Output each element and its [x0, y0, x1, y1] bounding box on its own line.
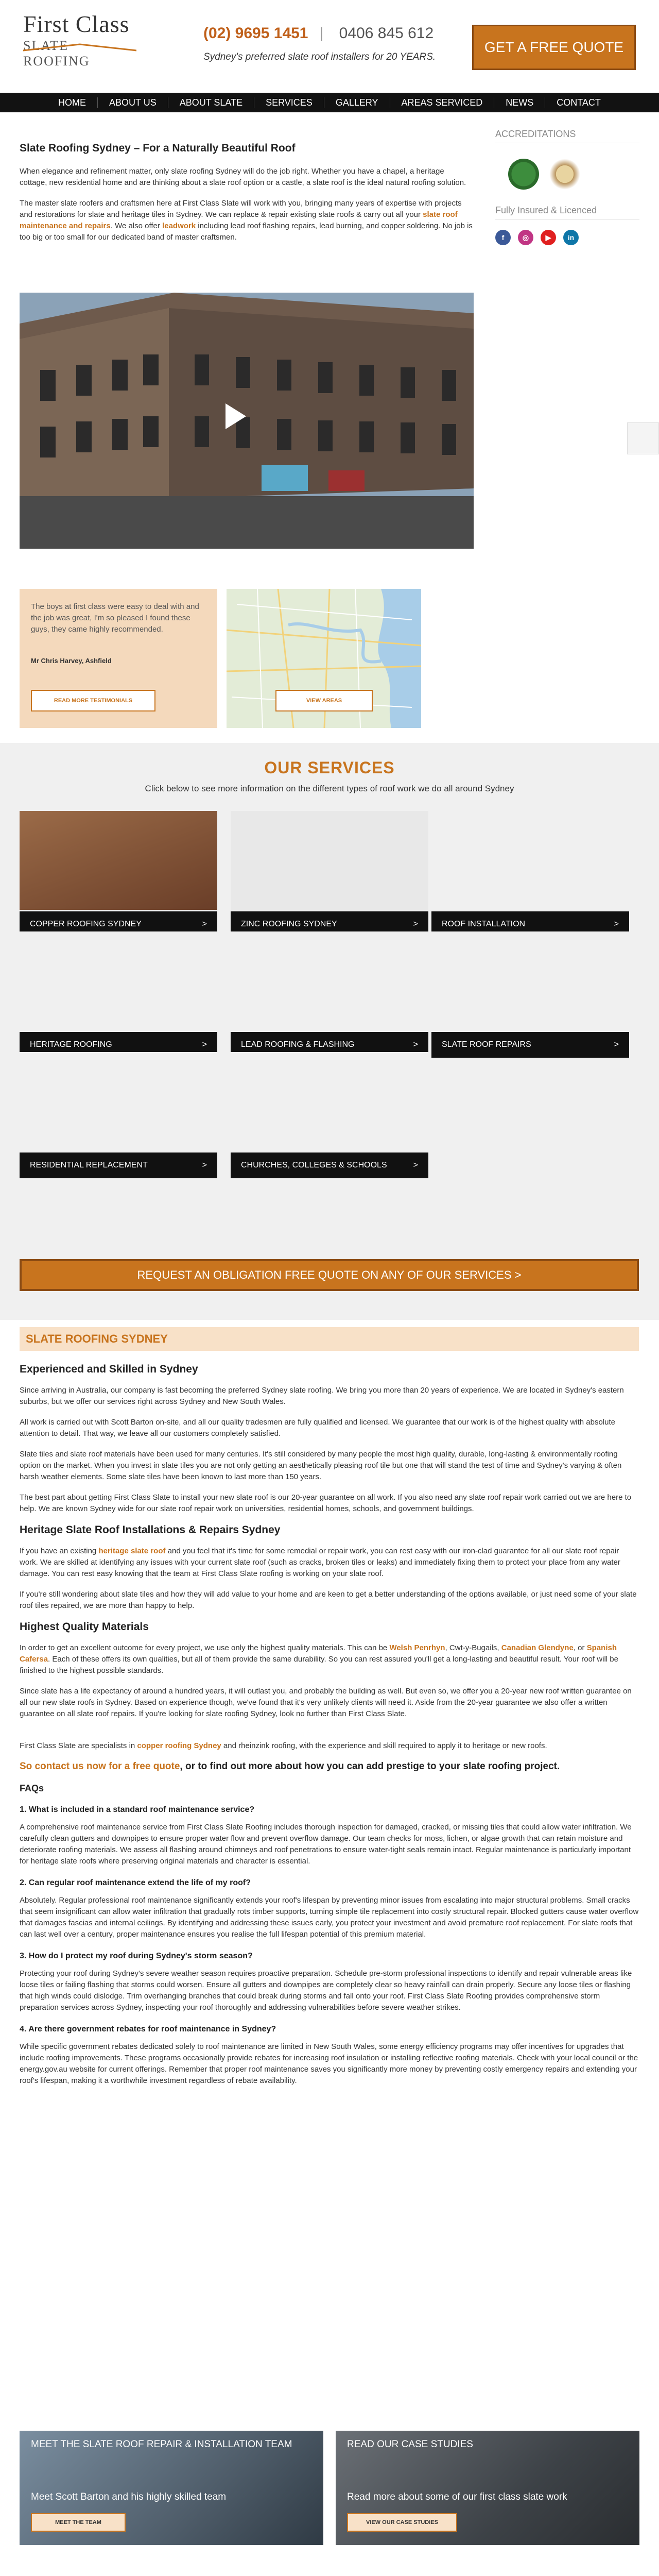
main-content	[20, 1327, 639, 2096]
faq-answer: Absolutely. Regular professional roof maintenance significantly extends your roof's lifespan by preventing minor issues from escalating into major structural problems. Small cracks that seem insignificant can allow water infiltration that gradually rots timber supports, turning simple tile replacement into costly structural repair. Blocked gutters cause water overflow that damages fascias and internal ceilings. By identifying and addressing these issues early, you protect your investment and avoid premature roof replacement. For slate roofs that can last well over a century, proper maintenance ensures you realise the full lifespan potential of this premium material.	[20, 1896, 639, 1939]
experienced-p2: All work is carried out with Scott Barton on-site, and all our quality tradesmen are fully qualified and licensed. We guarantee that our work is of the highest quality with absolute attention to detail. That way, we leave all our customers completely satisfied.	[20, 1418, 616, 1438]
phone-numbers: (02) 9695 1451 | 0406 845 612	[203, 25, 434, 42]
logo-roof-icon	[23, 43, 136, 53]
social-links	[495, 230, 639, 245]
experienced-p3: Slate tiles and slate roof materials have been used for many centuries. It's still considered by many people the most high quality, durable, long-lasting & environmentally roofing option on the market. When you invest in slate tiles you are not only getting an aesthetically pleasing roof tile but one that will stand the test of time and Sydney's varying & often harsh weather elements. Some slate tiles have been known to last more than 150 years.	[20, 1450, 622, 1481]
service-tile-image	[431, 931, 629, 1030]
faq-answer: Protecting your roof during Sydney's severe weather season requires proactive preparation. Schedule pre-storm professional inspections to identify and repair vulnerable areas like loose tiles or failing flashing that storms could worsen. Ensure all gutters and downpipes are completely clear so heavy rainfall can drain properly. Secure any loose tiles or flashing that high winds could dislodge. Trim overhanging branches that could break during storms and fall onto your roof. First Class Slate Roofing provides comprehensive storm preparation services across Sydney, inspecting your roof thoroughly and addressing vulnerabilities before severe weather strikes.	[20, 1969, 632, 2012]
service-tile-label: HERITAGE ROOFING	[30, 1040, 112, 1049]
case-promo-title: READ OUR CASE STUDIES	[347, 2439, 473, 2450]
case-studies-promo[interactable]	[336, 2431, 639, 2545]
chevron-right-icon: >	[614, 920, 619, 928]
service-tile-copper-roofing-sydney[interactable]	[20, 811, 217, 934]
nav-item-news[interactable]: NEWS	[494, 97, 545, 108]
heritage-p1: If you have an existing heritage slate roof and you feel that it's time for some remedial or repair work, you can rest easy with our iron-clad guarantee for all our slate roof repair work. We are skilled at identifying any issues with your current slate roof (such as cracks, broken tiles or leaks) and immediately fixing them to protect your place from any water damage. You can rest easy knowing that the team at First Class Slate roofing is working on your slate roof.	[20, 1547, 620, 1578]
heritage-slate-link[interactable]: heritage slate roof	[98, 1547, 166, 1555]
meet-team-button[interactable]: MEET THE TEAM	[31, 2513, 126, 2532]
faq-heading: FAQs	[20, 1783, 44, 1793]
service-tile-bar[interactable]	[231, 1153, 428, 1178]
accreditations-heading: ACCREDITATIONS	[495, 129, 639, 143]
leadwork-link[interactable]: leadwork	[162, 222, 196, 230]
service-tile-image	[231, 811, 428, 910]
service-tile-label: ZINC ROOFING SYDNEY	[241, 920, 337, 928]
faq-list	[20, 1805, 639, 2087]
service-tile-image	[231, 931, 428, 1030]
spanish-cafersa-link[interactable]: Spanish Cafersa	[20, 1643, 617, 1664]
insured-heading: Fully Insured & Licenced	[495, 205, 639, 219]
services-section	[0, 743, 659, 1320]
chevron-right-icon: >	[202, 1161, 207, 1170]
experienced-p1: Since arriving in Australia, our company is fast becoming the preferred Sydney slate roofing. We bring you more than 20 years of experience. We are located in Sydney's eastern suburbs, but we offer our services right across Sydney and New South Wales.	[20, 1386, 624, 1406]
heritage-p2: If you're still wondering about slate tiles and how they will add value to your home and are keen to get a better understanding of the options available, or just need some of your slate roof tiles repaired, we are more than happy to help.	[20, 1590, 637, 1610]
phone-primary[interactable]: (02) 9695 1451	[203, 25, 308, 42]
chevron-right-icon: >	[413, 920, 418, 928]
free-quote-button[interactable]: GET A FREE QUOTE	[472, 25, 636, 70]
accreditation-badges	[508, 159, 639, 190]
nav-item-home[interactable]: HOME	[58, 97, 86, 108]
service-area-map	[227, 589, 421, 728]
chevron-right-icon: >	[202, 1040, 207, 1049]
service-tile-zinc-roofing-sydney[interactable]	[231, 811, 428, 934]
nav-item-about-slate[interactable]: ABOUT SLATE	[168, 97, 254, 108]
services-title: OUR SERVICES	[264, 758, 395, 777]
service-tile-label: CHURCHES, COLLEGES & SCHOOLS	[241, 1161, 387, 1170]
hia-badge-icon	[508, 159, 539, 190]
facebook-icon[interactable]: f	[495, 230, 511, 245]
intro-paragraph-2: The master slate roofers and craftsmen here at First Class Slate will work with you, bringing many years of expertise with projects and restorations for slate and heritage tiles in Sydney. We can replace & repair existing slate roofs & carry out all your slate roof maintenance and repairs. We also offer leadwork including lead roof flashing repairs, lead burning, and copper soldering. No job is too big or too small for our dedicated band of master craftsmen.	[20, 199, 473, 242]
faq-answer: While specific government rebates dedicated solely to roof maintenance are limited in New South Wales, some energy efficiency programs may offer incentives for upgrades that include roofing improvements. These programs occasionally provide rebates for increasing roof insulation or installing reflective roofing materials. Check with your local council or the energy.gov.au website for current offerings. Remember that proper roof maintenance saves you significantly more money by preventing costly emergency repairs and extending your roof's lifespan, making it a worthwhile investment regardless of rebate availability.	[20, 2042, 638, 2085]
service-tile-slate-roof-repairs[interactable]	[431, 931, 629, 1054]
experienced-p4: The best part about getting First Class Slate to install your new slate roof is our 20-year guarantee on all work. If you also need any slate roof repair work carried out we are here to help. We are known Sydney wide for our slate roof repair work on universities, residential homes, schools, and government buildings.	[20, 1493, 632, 1513]
copper-roofing-link[interactable]: copper roofing Sydney	[137, 1741, 221, 1750]
contact-us-link[interactable]: So contact us now for a free quote	[20, 1761, 180, 1772]
testimonial-author: Mr Chris Harvey, Ashfield	[31, 657, 112, 665]
nav-item-about-us[interactable]: ABOUT US	[97, 97, 168, 108]
faq-question: 4. Are there government rebates for roof maintenance in Sydney?	[20, 2025, 276, 2033]
intro-paragraph-1: When elegance and refinement matter, only slate roofing Sydney will do the job right. Whether you have a chapel, a heritage cottage, new residential home and are thinking about a slate roof option or a castle, a slate roof is the ideal natural roofing solution.	[20, 167, 466, 187]
case-promo-desc: Read more about some of our first class slate work	[347, 2492, 567, 2502]
recaptcha-badge[interactable]	[627, 422, 659, 454]
service-tile-roof-installation[interactable]	[431, 811, 629, 934]
service-tile-image	[20, 931, 217, 1030]
services-subtitle: Click below to see more information on the different types of roof work we do all around Sydney	[145, 784, 514, 793]
welsh-penrhyn-link[interactable]: Welsh Penrhyn	[389, 1643, 445, 1652]
service-tile-label: LEAD ROOFING & FLASHING	[241, 1040, 355, 1049]
faq-answer: A comprehensive roof maintenance service from First Class Slate Roofing includes thorough inspection for damaged, cracked, or missing tiles that could allow water infiltration. We carefully clean gutters and downpipes to ensure proper water flow and prevent overflow damage. Our team checks for moss, lichen, or algae growth that can retain moisture and deteriorate roofing materials. We assess all flashing around chimneys and roof penetrations to ensure water-tight seals remain intact. Regular maintenance is particularly important for heritage slate roofs where preserving original materials and character is essential.	[20, 1823, 632, 1866]
testimonial-quote: The boys at first class were easy to deal with and the job was great, I'm so pleased I found these guys, they came highly recommended.	[31, 602, 199, 634]
testimonial-box	[20, 589, 217, 728]
team-promo[interactable]	[20, 2431, 323, 2545]
case-studies-button[interactable]: VIEW OUR CASE STUDIES	[347, 2513, 457, 2532]
main-nav	[0, 93, 659, 112]
service-tile-label: COPPER ROOFING SYDNEY	[30, 920, 142, 928]
quality-p1: In order to get an excellent outcome for every project, we use only the highest quality materials. This can be Welsh Penrhyn, Cwt-y-Bugails, Canadian Glendyne, or Spanish Cafersa. Each of these offers its own qualities, but all of them provide the same durability. So you can rest assured you'll get a long-lasting and beautiful result. Your roof will be finished to the highest possible standards.	[20, 1643, 618, 1675]
service-tile-image	[20, 1052, 217, 1151]
canadian-glendyne-link[interactable]: Canadian Glendyne	[501, 1643, 574, 1652]
request-quote-button[interactable]: REQUEST AN OBLIGATION FREE QUOTE ON ANY OF OUR SERVICES >	[20, 1259, 639, 1291]
chevron-right-icon: >	[202, 920, 207, 928]
quality-p2: Since slate has a life expectancy of around a hundred years, it will outlast you, and probably the building as well. But even so, we offer you a 20-year new roof written guarantee on all our new slate roofs in Sydney. Based on experience though, we've found that it's very unlikely clients will need it. Aside from the 20-year guarantee we also offer a written guarantee on all slate roof repairs. If you're looking for slate roofing Sydney, look no further than First Class Slate.	[20, 1687, 632, 1718]
specialists-paragraph: First Class Slate are specialists in copper roofing Sydney and rheinzink roofing, with the experience and skill required to apply it to heritage or new roofs.	[20, 1741, 547, 1750]
nav-item-gallery[interactable]: GALLERY	[324, 97, 390, 108]
nav-item-areas-serviced[interactable]: AREAS SERVICED	[390, 97, 494, 108]
faq-question: 1. What is included in a standard roof maintenance service?	[20, 1805, 255, 1814]
site-header	[0, 0, 659, 77]
building-photo	[20, 293, 474, 549]
service-tile-label: ROOF INSTALLATION	[442, 920, 526, 928]
chevron-right-icon: >	[413, 1161, 418, 1170]
service-tile-label: SLATE ROOF REPAIRS	[442, 1040, 531, 1049]
chevron-right-icon: >	[614, 1040, 619, 1049]
phone-mobile[interactable]: 0406 845 612	[339, 25, 434, 42]
team-promo-title: MEET THE SLATE ROOF REPAIR & INSTALLATION TEAM	[31, 2439, 292, 2450]
service-tile-bar[interactable]	[431, 1032, 629, 1058]
contact-paragraph: So contact us now for a free quote, or to find out more about how you can add prestige to your slate roofing project.	[20, 1761, 560, 1772]
service-tile-image	[431, 811, 629, 910]
promo-section	[0, 2431, 659, 2562]
intro-section	[20, 142, 473, 252]
service-tile-image	[231, 1052, 428, 1151]
service-tile-image	[20, 811, 217, 910]
heritage-heading: Heritage Slate Roof Installations & Repairs Sydney	[20, 1524, 281, 1536]
quality-heading: Highest Quality Materials	[20, 1621, 149, 1633]
view-areas-button[interactable]: VIEW AREAS	[275, 690, 373, 711]
header-tagline: Sydney's preferred slate roof installers for 20 YEARS.	[203, 52, 436, 62]
sidebar	[495, 129, 639, 245]
faq-question: 3. How do I protect my roof during Sydney's storm season?	[20, 1952, 253, 1960]
nav-item-contact[interactable]: CONTACT	[545, 97, 612, 108]
read-testimonials-button[interactable]: READ MORE TESTIMONIALS	[31, 690, 155, 711]
service-tile-heritage-roofing[interactable]	[20, 931, 217, 1054]
content-band: SLATE ROOFING SYDNEY	[20, 1327, 639, 1351]
logo-subtitle: SLATE ROOFING	[23, 38, 90, 69]
service-tile-bar[interactable]	[20, 1153, 217, 1178]
service-tile-churches-colleges-schools[interactable]	[231, 1052, 428, 1175]
logo-title: First Class	[23, 11, 130, 37]
chevron-right-icon: >	[413, 1040, 418, 1049]
service-tile-lead-roofing-flashing[interactable]	[231, 931, 428, 1054]
faq-question: 2. Can regular roof maintenance extend the life of my roof?	[20, 1878, 251, 1887]
youtube-icon[interactable]: ▶	[541, 230, 556, 245]
nav-item-services[interactable]: SERVICES	[254, 97, 324, 108]
intro-video[interactable]	[20, 293, 474, 549]
team-promo-desc: Meet Scott Barton and his highly skilled team	[31, 2492, 227, 2502]
page-title: Slate Roofing Sydney – For a Naturally Beautiful Roof	[20, 142, 296, 154]
service-tile-label: RESIDENTIAL REPLACEMENT	[30, 1161, 148, 1170]
site-logo[interactable]	[23, 11, 136, 73]
service-tile-residential-replacement[interactable]	[20, 1052, 217, 1175]
experienced-heading: Experienced and Skilled in Sydney	[20, 1363, 198, 1375]
slate-maintenance-link[interactable]: slate roof maintenance and repairs	[20, 210, 458, 230]
master-builders-badge-icon	[549, 159, 580, 190]
instagram-icon[interactable]: ◎	[518, 230, 533, 245]
linkedin-icon[interactable]: in	[563, 230, 579, 245]
